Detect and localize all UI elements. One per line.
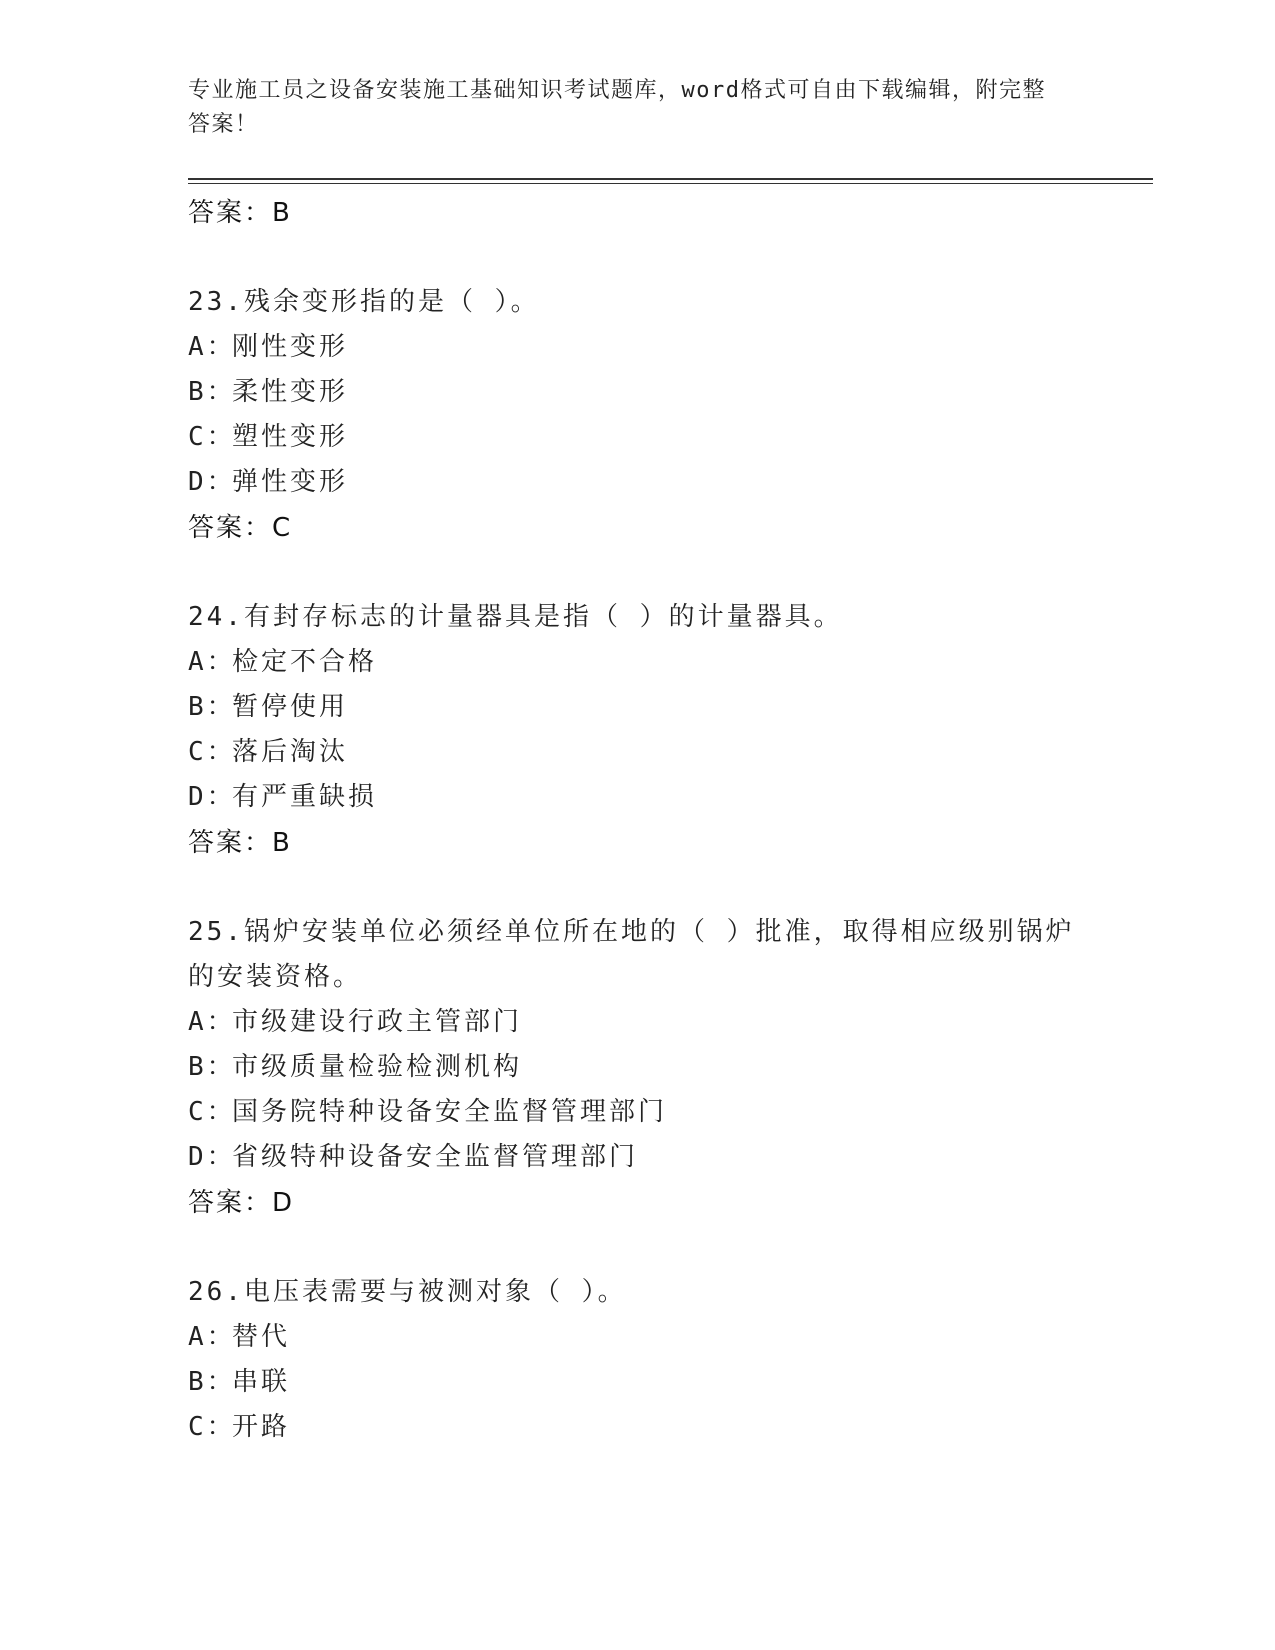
option-23-c: C：塑性变形 (188, 422, 349, 452)
option-24-b: B：暂停使用 (188, 692, 349, 722)
option-25-b: B：市级质量检验检测机构 (188, 1052, 523, 1082)
header-divider-thin (188, 183, 1153, 184)
answer-22: 答案：B (188, 198, 292, 228)
option-26-a: A：替代 (188, 1322, 291, 1352)
option-23-b: B：柔性变形 (188, 377, 349, 407)
answer-23: 答案：C (188, 513, 293, 543)
question-25-line-2: 的安装资格。 (188, 962, 363, 992)
option-26-c: C：开路 (188, 1412, 291, 1442)
option-25-c: C：国务院特种设备安全监督管理部门 (188, 1097, 668, 1127)
document-header: 专业施工员之设备安装施工基础知识考试题库，word格式可自由下载编辑，附完整答案！ (188, 78, 1046, 137)
option-24-a: A：检定不合格 (188, 647, 378, 677)
question-23: 23.残余变形指的是（ ）。 (188, 287, 540, 317)
question-24: 24.有封存标志的计量器具是指（ ）的计量器具。 (188, 602, 843, 632)
question-25-line-1: 25.锅炉安装单位必须经单位所在地的（ ）批准，取得相应级别锅炉 (188, 917, 1075, 947)
option-24-d: D：有严重缺损 (188, 782, 378, 812)
option-23-d: D：弹性变形 (188, 467, 349, 497)
option-23-a: A：刚性变形 (188, 332, 349, 362)
option-25-d: D：省级特种设备安全监督管理部门 (188, 1142, 639, 1172)
option-25-a: A：市级建设行政主管部门 (188, 1007, 523, 1037)
question-26: 26.电压表需要与被测对象（ ）。 (188, 1277, 627, 1307)
answer-25: 答案：D (188, 1188, 295, 1218)
question-list (188, 190, 1088, 1450)
header-divider (188, 178, 1153, 180)
answer-24: 答案：B (188, 828, 292, 858)
option-26-b: B：串联 (188, 1367, 291, 1397)
option-24-c: C：落后淘汰 (188, 737, 349, 767)
